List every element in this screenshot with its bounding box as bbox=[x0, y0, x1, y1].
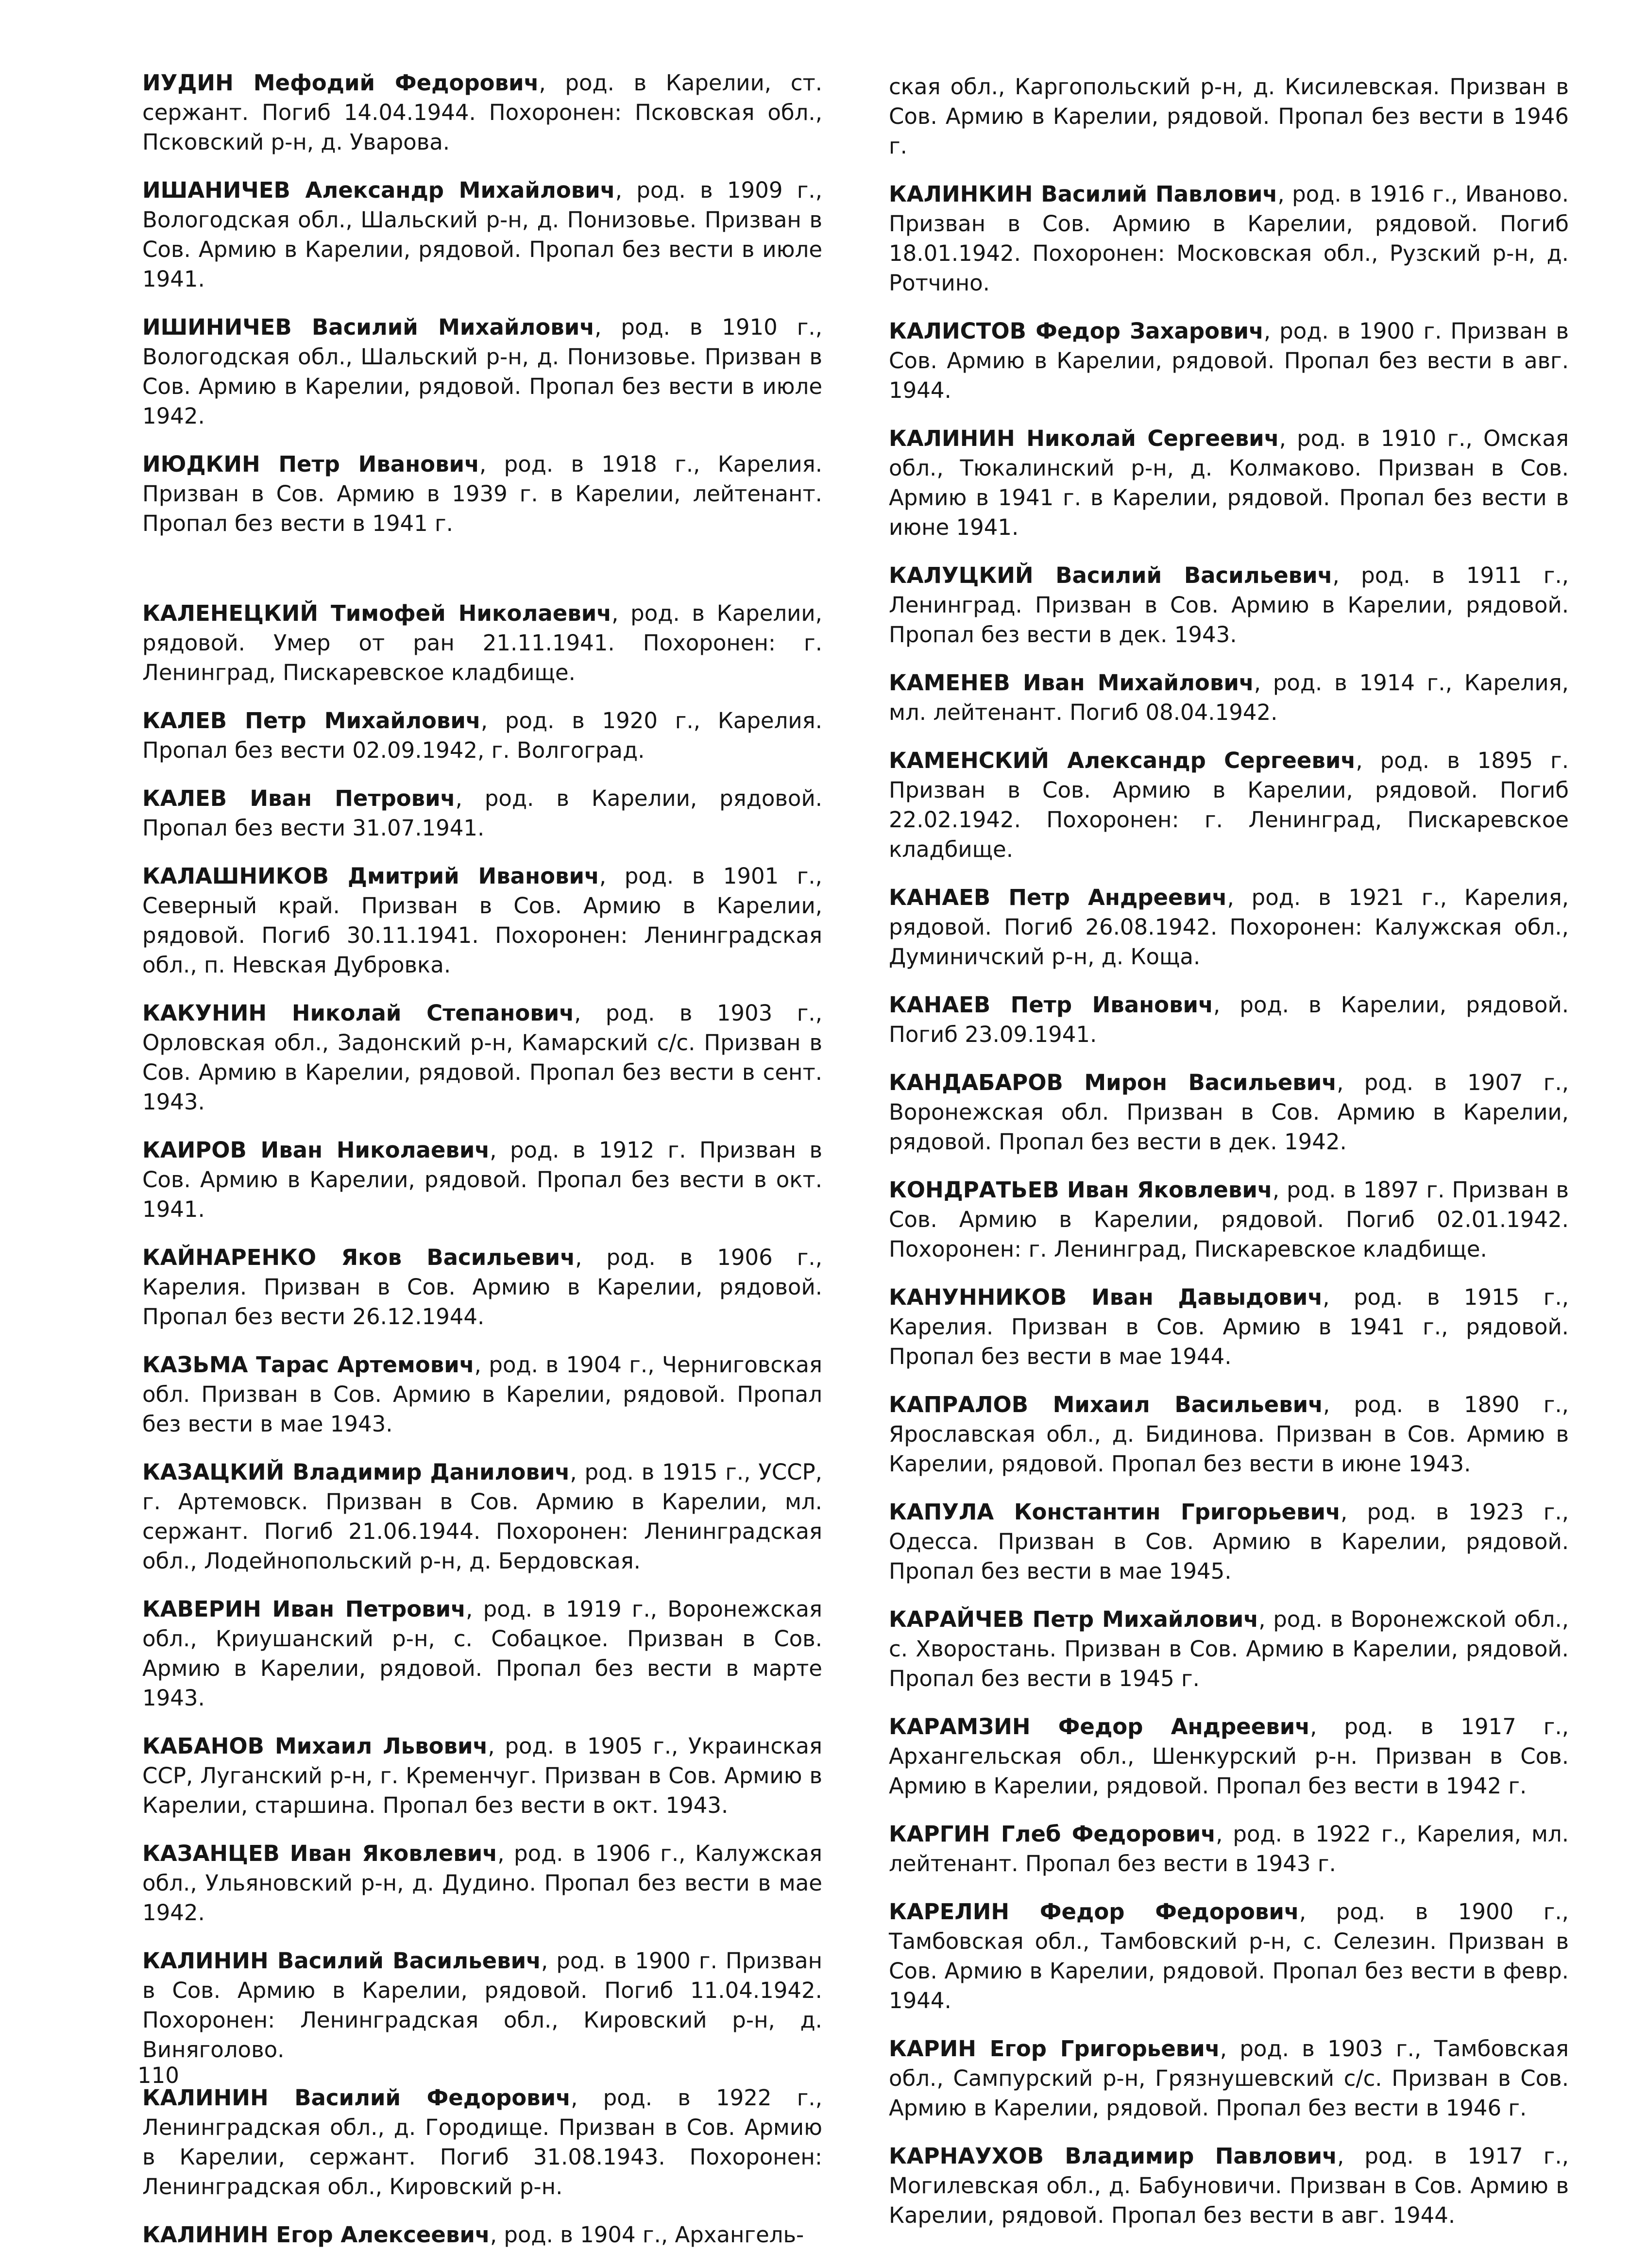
entry-details: , род. в 1920 г., Карелия. Пропал без вести 02.09.1942, г. Волгоград. bbox=[142, 708, 823, 763]
person-name: КАПУЛА Константин Григорьевич bbox=[889, 1499, 1341, 1525]
entry-details: , род. в 1911 г., Ленинград. Призван в Сов. Армию в Карелии, рядовой. Пропал без вести в дек. 1943. bbox=[889, 563, 1569, 648]
person-name: КАЛИНИН Василий Федорович bbox=[142, 2085, 571, 2111]
registry-entry bbox=[889, 2034, 1569, 2123]
registry-entry bbox=[142, 2220, 822, 2250]
person-name: КАЛИНИН Егор Алексеевич bbox=[142, 2222, 490, 2248]
registry-entry bbox=[889, 1068, 1569, 1157]
entry-details: , род. в 1922 г., Ленинградская обл., д. Городище. Призван в Сов. Армию в Карелии, сержант. Погиб 31.08.1943. Похоронен: Ленинградская обл., Кировский р-н. bbox=[142, 2085, 823, 2200]
person-name: КАЙНАРЕНКО Яков Васильевич bbox=[142, 1245, 576, 1270]
registry-entry bbox=[889, 561, 1569, 649]
registry-entry bbox=[889, 72, 1569, 161]
registry-entry bbox=[889, 2141, 1569, 2230]
entry-details: , род. в 1914 г., Карелия, мл. лейтенант. Погиб 08.04.1942. bbox=[889, 670, 1569, 725]
registry-entry bbox=[142, 706, 822, 765]
entry-details: , род. в Карелии, рядовой. Погиб 23.09.1941. bbox=[889, 992, 1569, 1047]
registry-entry bbox=[142, 1594, 822, 1713]
person-name: КАРНАУХОВ Владимир Павлович bbox=[889, 2143, 1337, 2169]
entry-details: , род. в 1915 г., Карелия. Призван в Сов. Армию в 1941 г., рядовой. Пропал без вести в мае 1944. bbox=[889, 1284, 1569, 1369]
entry-details: , род. в 1910 г., Омская обл., Тюкалинский р-н, д. Колмаково. Призван в Сов. Армию в 1941 г. в Карелии, рядовой. Пропал без вести в июне 1941. bbox=[889, 426, 1569, 540]
entry-details: , род. в 1900 г. Призван в Сов. Армию в Карелии, рядовой. Пропал без вести в авг. 1944. bbox=[889, 318, 1569, 403]
person-name: КАНАЕВ Петр Иванович bbox=[889, 992, 1213, 1018]
entry-details: , род. в Карелии, ст. сержант. Погиб 14.04.1944. Похоронен: Псковская обл., Псковский р-н, д. Уварова. bbox=[142, 70, 822, 155]
registry-entry bbox=[142, 1350, 822, 1439]
person-name: КАЛИНИН Василий Васильевич bbox=[142, 1948, 541, 1974]
entry-details: , род. в Воронежской обл., с. Хворостань. Призван в Сов. Армию в Карелии, рядовой. Пропал без вести в 1945 г. bbox=[889, 1606, 1569, 1691]
person-name: КАЛИНИН Николай Сергеевич bbox=[889, 426, 1279, 451]
person-name: КАНАЕВ Петр Андреевич bbox=[889, 885, 1227, 910]
person-name: КАРАЙЧЕВ Петр Михайлович bbox=[889, 1606, 1259, 1632]
entry-details: , род. в 1897 г. Призван в Сов. Армию в Карелии, рядовой. Погиб 02.01.1942. Похоронен: г. Ленинград, Пискаревское кладбище. bbox=[889, 1177, 1569, 1262]
registry-entry bbox=[889, 1897, 1569, 2015]
registry-entry bbox=[142, 312, 822, 431]
entry-details: , род. в 1912 г. Призван в Сов. Армию в Карелии, рядовой. Пропал без вести в окт. 1941. bbox=[142, 1137, 822, 1222]
person-name: КАМЕНЕВ Иван Михайлович bbox=[889, 670, 1254, 696]
registry-entry bbox=[142, 861, 822, 980]
entry-details: , род. в 1907 г., Воронежская обл. Призван в Сов. Армию в Карелии, рядовой. Пропал без вести в дек. 1942. bbox=[889, 1070, 1569, 1155]
entry-details: , род. в Карелии, рядовой. Умер от ран 21.11.1941. Похоронен: г. Ленинград, Пискаревское кладбище. bbox=[142, 600, 822, 685]
entry-details: , род. в 1903 г., Орловская обл., Задонский р-н, Камарский с/с. Призван в Сов. Армию в Карелии, рядовой. Пропал без вести в сент. 1943. bbox=[142, 1000, 822, 1115]
person-name: КАЛЕВ Петр Михайлович bbox=[142, 708, 481, 733]
entry-details: , род. в 1910 г., Вологодская обл., Шальский р-н, д. Понизовье. Призван в Сов. Армию в Карелии, рядовой. Пропал без вести в июле 1942. bbox=[142, 314, 822, 429]
registry-entry bbox=[142, 1243, 822, 1331]
registry-entry bbox=[889, 179, 1569, 298]
entry-details: , род. в 1904 г., Архангель- bbox=[490, 2222, 804, 2248]
page-number: 110 bbox=[137, 2063, 179, 2088]
registry-entry bbox=[142, 1839, 822, 1927]
person-name: КАРГИН Глеб Федорович bbox=[889, 1821, 1216, 1847]
registry-entry bbox=[889, 1604, 1569, 1693]
entry-details: , род. в 1915 г., УССР, г. Артемовск. Призван в Сов. Армию в Карелии, мл. сержант. Погиб 21.06.1944. Похоронен: Ленинградская обл., Лодейнопольский р-н, д. Бердовская. bbox=[142, 1459, 822, 1574]
person-name: КАПРАЛОВ Михаил Васильевич bbox=[889, 1392, 1324, 1417]
entry-details: , род. в 1909 г., Вологодская обл., Шальский р-н, д. Понизовье. Призван в Сов. Армию в Карелии, рядовой. Пропал без вести в июле 1941. bbox=[142, 177, 823, 292]
section-gap bbox=[142, 557, 822, 598]
registry-entry bbox=[142, 1457, 822, 1576]
registry-entry bbox=[142, 1135, 822, 1224]
registry-entry bbox=[142, 784, 822, 843]
registry-entry bbox=[889, 883, 1569, 972]
person-name: КАЗЬМА Тарас Артемович bbox=[142, 1352, 475, 1378]
person-name: ИШИНИЧЕВ Василий Михайлович bbox=[142, 314, 595, 340]
registry-entry bbox=[142, 1731, 822, 1820]
entry-details: , род. в 1918 г., Карелия. Призван в Сов. Армию в 1939 г. в Карелии, лейтенант. Пропал без вести в 1941 г. bbox=[142, 451, 822, 536]
entry-details: , род. в 1900 г. Призван в Сов. Армию в Карелии, рядовой. Погиб 11.04.1942. Похоронен: Ленинградская обл., Кировский р-н, д. Виняголово. bbox=[142, 1948, 822, 2063]
entry-details: , род. в 1922 г., Карелия, мл. лейтенант. Пропал без вести в 1943 г. bbox=[889, 1821, 1569, 1876]
person-name: КАВЕРИН Иван Петрович bbox=[142, 1596, 466, 1622]
entry-details: , род. в 1921 г., Карелия, рядовой. Погиб 26.08.1942. Похоронен: Калужская обл., Думиничский р-н, д. Коща. bbox=[889, 885, 1569, 970]
entry-details: , род. в 1916 г., Иваново. Призван в Сов. Армию в Карелии, рядовой. Погиб 18.01.1942. Похоронен: Московская обл., Рузский р-н, д. Ротчино. bbox=[889, 181, 1569, 296]
person-name: ИШАНИЧЕВ Александр Михайлович bbox=[142, 177, 615, 203]
entry-details: , род. в 1906 г., Калужская обл., Ульяновский р-н, д. Дудино. Пропал без вести в мае 1942. bbox=[142, 1841, 822, 1926]
person-name: КАНДАБАРОВ Мирон Васильевич bbox=[889, 1070, 1337, 1095]
person-name: КАЛАШНИКОВ Дмитрий Иванович bbox=[142, 863, 599, 889]
registry-entry bbox=[142, 449, 822, 538]
entry-details: , род. в 1905 г., Украинская ССР, Луганский р-н, г. Кременчуг. Призван в Сов. Армию в Карелии, старшина. Пропал без вести в окт. 1943. bbox=[142, 1733, 823, 1818]
entry-details: , род. в 1900 г., Тамбовская обл., Тамбовский р-н, с. Селезин. Призван в Сов. Армию в Карелии, рядовой. Пропал без вести в февр. 1944. bbox=[889, 1899, 1569, 2013]
person-name: КАЗАНЦЕВ Иван Яковлевич bbox=[142, 1841, 498, 1866]
entry-details: , род. в 1890 г., Ярославская обл., д. Бидинова. Призван в Сов. Армию в Карелии, рядовой. Пропал без вести в июне 1943. bbox=[889, 1392, 1569, 1477]
entry-details: , род. в 1895 г. Призван в Сов. Армию в Карелии, рядовой. Погиб 22.02.1942. Похоронен: г. Ленинград, Пискаревское кладбище. bbox=[889, 748, 1569, 862]
person-name: КАРЕЛИН Федор Федорович bbox=[889, 1899, 1299, 1925]
registry-entry bbox=[889, 1175, 1569, 1264]
registry-entry bbox=[889, 1282, 1569, 1371]
entry-details: , род. в 1923 г., Одесса. Призван в Сов. Армию в Карелии, рядовой. Пропал без вести в мае 1945. bbox=[889, 1499, 1569, 1584]
registry-entry bbox=[142, 2083, 822, 2201]
registry-entry bbox=[889, 316, 1569, 405]
person-name: КАЗАЦКИЙ Владимир Данилович bbox=[142, 1459, 570, 1485]
person-name: КАБАНОВ Михаил Львович bbox=[142, 1733, 488, 1759]
registry-entry bbox=[142, 998, 822, 1117]
entry-details: ская обл., Каргопольский р-н, д. Кисилевская. Призван в Сов. Армию в Карелии, рядовой. Пропал без вести в 1946 г. bbox=[889, 74, 1569, 159]
person-name: КАРАМЗИН Федор Андреевич bbox=[889, 1714, 1310, 1739]
person-name: КАЛУЦКИЙ Василий Васильевич bbox=[889, 563, 1333, 588]
entry-details: , род. в 1919 г., Воронежская обл., Криушанский р-н, с. Собацкое. Призван в Сов. Армию в Карелии, рядовой. Пропал без вести в марте 1943. bbox=[142, 1596, 822, 1711]
left-column bbox=[142, 68, 822, 2268]
entry-details: , род. в 1917 г., Архангельская обл., Шенкурский р-н. Призван в Сов. Армию в Карелии, рядовой. Пропал без вести в 1942 г. bbox=[889, 1714, 1569, 1799]
entry-details: , род. в 1906 г., Карелия. Призван в Сов. Армию в Карелии, рядовой. Пропал без вести 26.12.1944. bbox=[142, 1245, 822, 1330]
person-name: КАЛЕНЕЦКИЙ Тимофей Николаевич bbox=[142, 600, 612, 626]
entry-details: , род. в Карелии, рядовой. Пропал без вести 31.07.1941. bbox=[142, 785, 822, 841]
registry-entry bbox=[889, 1712, 1569, 1801]
right-column bbox=[889, 72, 1569, 2249]
person-name: КАЛЕВ Иван Петрович bbox=[142, 785, 456, 811]
registry-entry bbox=[889, 990, 1569, 1049]
person-name: КАМЕНСКИЙ Александр Сергеевич bbox=[889, 748, 1356, 773]
person-name: КАРИН Егор Григорьевич bbox=[889, 2036, 1220, 2062]
registry-entry bbox=[889, 746, 1569, 864]
registry-entry bbox=[889, 1819, 1569, 1878]
person-name: КАЛИСТОВ Федор Захарович bbox=[889, 318, 1264, 344]
entry-details: , род. в 1903 г., Тамбовская обл., Сампурский р-н, Грязнушевский с/с. Призван в Сов. Армию в Карелии, рядовой. Пропал без вести в 1946 г. bbox=[889, 2036, 1569, 2121]
person-name: КАНУННИКОВ Иван Давыдович bbox=[889, 1284, 1323, 1310]
person-name: ИУДИН Мефодий Федорович bbox=[142, 70, 539, 96]
person-name: КАИРОВ Иван Николаевич bbox=[142, 1137, 490, 1163]
person-name: КАКУНИН Николай Степанович bbox=[142, 1000, 575, 1026]
entry-details: , род. в 1917 г., Могилевская обл., д. Бабуновичи. Призван в Сов. Армию в Карелии, рядовой. Пропал без вести в авг. 1944. bbox=[889, 2143, 1569, 2228]
person-name: КАЛИНКИН Василий Павлович bbox=[889, 181, 1278, 207]
registry-entry bbox=[142, 1946, 822, 2064]
entry-details: , род. в 1904 г., Черниговская обл. Призван в Сов. Армию в Карелии, рядовой. Пропал без вести в мае 1943. bbox=[142, 1352, 822, 1437]
entry-details: , род. в 1901 г., Северный край. Призван в Сов. Армию в Карелии, рядовой. Погиб 30.11.1941. Похоронен: Ленинградская обл., п. Невская Дубровка. bbox=[142, 863, 822, 978]
registry-entry bbox=[142, 68, 822, 157]
registry-entry bbox=[889, 1497, 1569, 1586]
person-name: ИЮДКИН Петр Иванович bbox=[142, 451, 479, 477]
registry-entry bbox=[142, 175, 822, 294]
registry-entry bbox=[889, 424, 1569, 542]
registry-entry bbox=[889, 1390, 1569, 1479]
registry-entry bbox=[142, 598, 822, 687]
person-name: КОНДРАТЬЕВ Иван Яковлевич bbox=[889, 1177, 1273, 1203]
registry-entry bbox=[889, 668, 1569, 727]
